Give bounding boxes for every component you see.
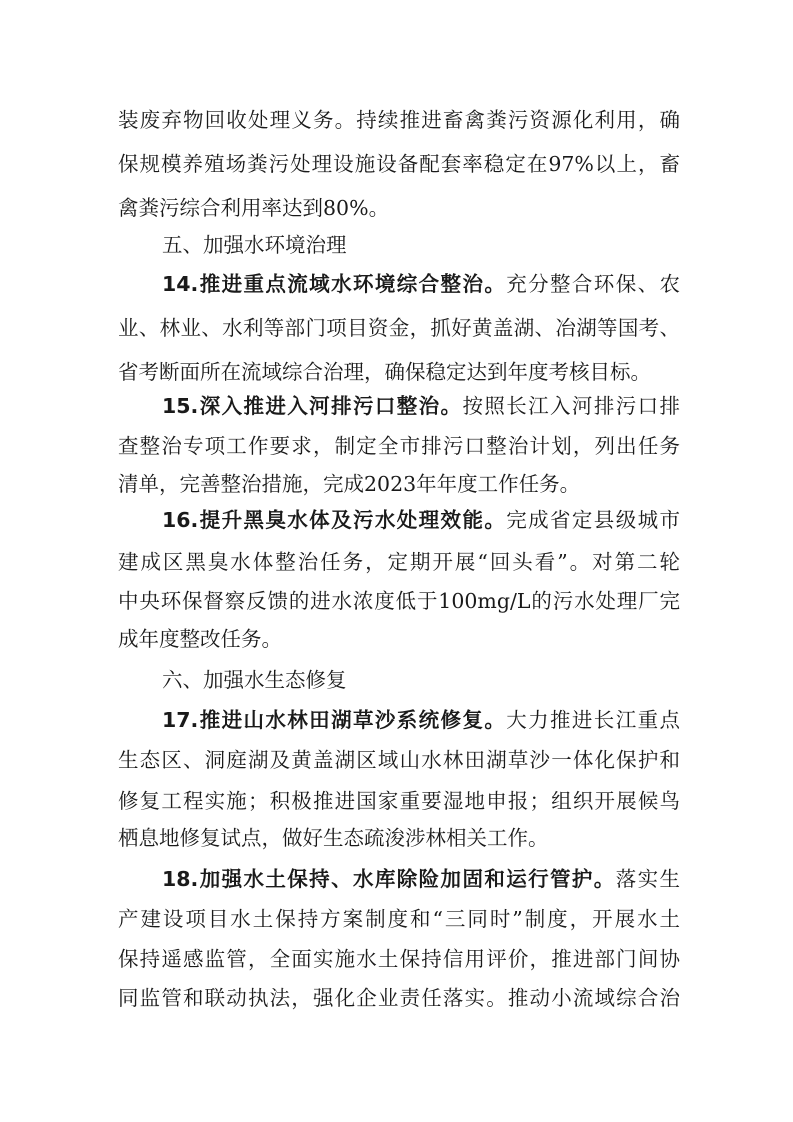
item-16-text: 完成省定县级城市 <box>506 508 680 532</box>
body-line: 保持遥感监管，全面实施水土保持信用评价，推进部门间协 <box>118 947 680 971</box>
item-17-first-line <box>162 702 680 738</box>
item-14-first-line <box>162 266 680 302</box>
section-heading: 五、加强水环境治理 <box>162 233 347 257</box>
item-15-title: 15.深入推进入河排污口整治。 <box>162 394 463 418</box>
body-line: 禽粪污综合利用率达到80%。 <box>118 196 390 220</box>
body-line: 产建设项目水土保持方案制度和“三同时”制度，开展水土 <box>118 907 680 931</box>
section-heading: 六、加强水生态修复 <box>162 668 347 692</box>
item-16-first-line <box>162 502 680 538</box>
body-line: 生态区、洞庭湖及黄盖湖区域山水林田湖草沙一体化保护和 <box>118 748 680 772</box>
body-line: 建成区黑臭水体整治任务，定期开展“回头看”。对第二轮 <box>118 550 680 574</box>
item-15-first-line <box>162 388 680 424</box>
item-18-first-line <box>162 861 680 897</box>
item-14-text: 充分整合环保、农 <box>506 272 680 296</box>
body-line: 保规模养殖场粪污处理设施设备配套率稳定在97%以上，畜 <box>118 152 680 176</box>
item-17-title: 17.推进山水林田湖草沙系统修复。 <box>162 708 507 732</box>
body-line: 清单，完善整治措施，完成2023年年度工作任务。 <box>118 472 581 496</box>
item-16-title: 16.提升黑臭水体及污水处理效能。 <box>162 508 507 532</box>
body-line: 省考断面所在流域综合治理，确保稳定达到年度考核目标。 <box>118 360 651 384</box>
body-line: 中央环保督察反馈的进水浓度低于100mg/L的污水处理厂完 <box>118 589 680 613</box>
body-line: 装废弃物回收处理义务。持续推进畜禽粪污资源化利用，确 <box>118 108 680 132</box>
body-line: 修复工程实施；积极推进国家重要湿地申报；组织开展候鸟 <box>118 789 680 813</box>
body-line: 栖息地修复试点，做好生态疏浚涉林相关工作。 <box>118 826 549 850</box>
body-line: 业、林业、水利等部门项目资金，抓好黄盖湖、冶湖等国考、 <box>118 316 680 340</box>
body-line: 查整治专项工作要求，制定全市排污口整治计划，列出任务 <box>118 434 680 458</box>
item-17-text: 大力推进长江重点 <box>506 708 680 732</box>
item-18-title: 18.加强水土保持、水库除险加固和运行管护。 <box>162 867 616 891</box>
body-line: 同监管和联动执法，强化企业责任落实。推动小流域综合治 <box>118 986 680 1010</box>
body-line: 成年度整改任务。 <box>118 627 282 651</box>
item-15-text: 按照长江入河排污口排 <box>462 394 680 418</box>
item-14-title: 14.推进重点流域水环境综合整治。 <box>162 272 507 296</box>
item-18-text: 落实生 <box>615 867 680 891</box>
